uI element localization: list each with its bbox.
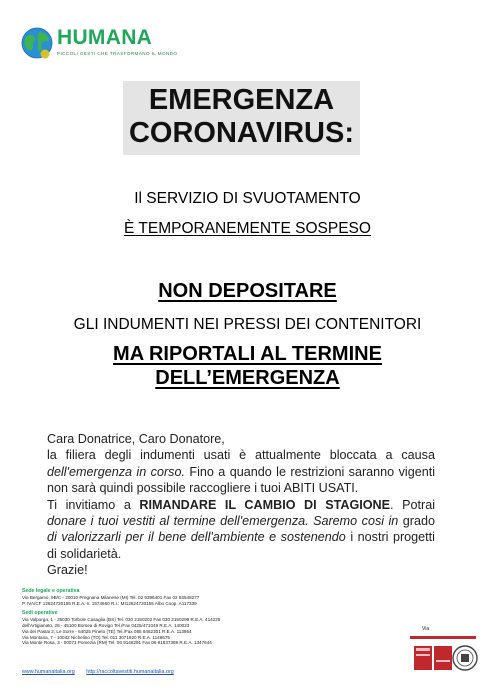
legal-line: Via Bergamo, 9B/C - 20010 Pregnana Milanese (MI) Tel. 02 9396401 Fax 02 93548277: [22, 595, 200, 600]
notice-line-2: È TEMPORANEMENTE SOSPESO: [124, 220, 371, 237]
humana-logo: [20, 26, 200, 62]
website-link[interactable]: www.humanaitalia.org: [22, 669, 75, 675]
letter-body: [47, 431, 435, 579]
ops-line: Via dei Pastai 2, Le Sorre - 64025 Pineto (TE) Tel./Fax 085 9462301 R.E.A. 113954: [22, 628, 192, 634]
letter-text-italic: di valorizzarli per il bene dell'ambiente e sostenendo: [47, 530, 346, 545]
globe-icon: [20, 26, 54, 60]
ops-heading: Sedi operative: [22, 609, 58, 616]
legal-heading: Sede legale e operativa: [22, 588, 80, 594]
letter-text: Fino a quando le restrizioni saranno vigenti non sarà quindi possibile raccogliere i tuoi ABITI USATI.: [47, 464, 436, 496]
ops-line: dell'Artigianato, 28 - 45100 Borsea di Rovigo Tel./Fax 0425/471049 R.E.A. 140023: [22, 622, 190, 628]
legal-line: P. IVA/CF 12624720155 R.E.A. n. 1574660 R.I.: MI12624720155 Albo Coop. A117339: [22, 600, 197, 606]
letter-text-italic: donare i tuoi vestiti al termine dell'emergenza. Saremo cosi in: [47, 514, 399, 529]
letter-text: . Potrai: [390, 497, 436, 512]
notice-line-3: NON DEPOSITARE: [158, 280, 337, 302]
brand-name: HUMANA: [57, 26, 153, 49]
letter-closing: Grazie!: [47, 563, 88, 578]
ops-line: Via Monte Rosa, 3 - 00071 Pomezia (RM) Tel. 06 9146291 Fax 06 91837369 R.E.A. 1347644: [22, 640, 212, 646]
notice-line-4: GLI INDUMENTI NEI PRESSI DEI CONTENITORI: [73, 316, 422, 333]
collection-link[interactable]: http://raccoltavestiti.humanaitalia.org: [86, 669, 174, 675]
letter-text: grado: [398, 514, 435, 529]
letter-text: la filiera degli indumenti usati è attualmente bloccata a causa: [47, 448, 435, 463]
footer-links: [22, 669, 184, 675]
footer-addresses: [22, 588, 402, 646]
letter-text: i nostri progetti di solidarietà.: [47, 530, 435, 561]
certification-marks: [408, 626, 480, 678]
ops-line: Via Montana, 7 - 10042 Nichelino (TO) Tel. 011 3071920 R.E.A. 1146675: [22, 634, 170, 640]
page-title: [123, 84, 360, 150]
letter-text-italic: dell'emergenza in corso.: [47, 464, 185, 479]
notice-line-5: MA RIPORTALI AL TERMINE: [113, 343, 382, 365]
notice-line-6: DELL’EMERGENZA: [155, 367, 340, 389]
notice-line-1: Il SERVIZIO DI SVUOTAMENTO: [134, 190, 361, 207]
cert-label: Via: [422, 626, 430, 632]
ops-line: Via Valpurga, 1 - 25030 Torbole Casaglia (BS) Tel. 030 2150202 Fax 030 2150299 R.E.A. 414225: [22, 616, 221, 622]
letter-text-bold: RIMANDARE IL CAMBIO DI STAGIONE: [139, 497, 391, 512]
title-line-1: EMERGENZA: [148, 84, 335, 116]
letter-text: Ti invitiamo a: [47, 497, 140, 512]
brand-tagline: PICCOLI GESTI CHE TRASFORMANO IL MONDO: [57, 51, 178, 56]
letter-paragraph-2: [47, 497, 435, 563]
certification-icon: [408, 630, 480, 678]
letter-paragraph-1: [47, 447, 435, 496]
title-line-2: CORONAVIRUS:: [128, 117, 355, 149]
letter-salutation: Cara Donatrice, Caro Donatore,: [47, 432, 225, 446]
